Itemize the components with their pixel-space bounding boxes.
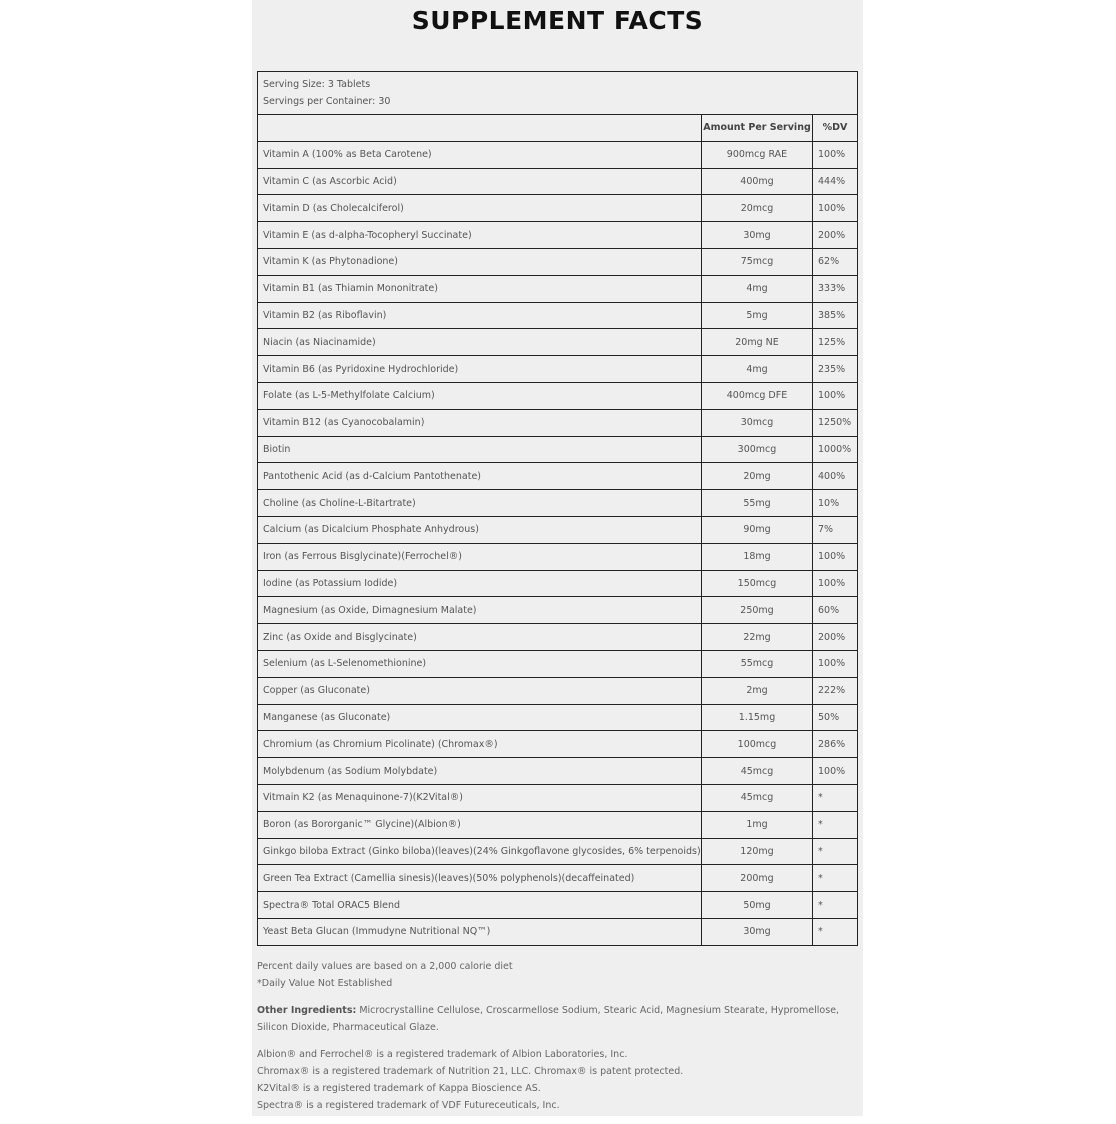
page-title: SUPPLEMENT FACTS xyxy=(411,6,704,35)
table-row xyxy=(258,704,858,731)
table-row xyxy=(258,784,858,811)
other-ingredients-label: Other Ingredients: xyxy=(257,1005,357,1016)
calorie-note: Percent daily values are based on a 2,000 calorie diet xyxy=(257,961,513,972)
ingredient-dv: 100% xyxy=(813,195,858,222)
ingredient-dv: * xyxy=(813,838,858,865)
ingredient-amount: 4mg xyxy=(702,275,813,302)
ingredient-dv: 286% xyxy=(813,731,858,758)
ingredient-amount: 22mg xyxy=(702,624,813,651)
ingredient-name: Calcium (as Dicalcium Phosphate Anhydrous) xyxy=(258,516,702,543)
ingredient-dv: * xyxy=(813,892,858,919)
supplement-facts-panel xyxy=(252,0,863,1116)
table-row xyxy=(258,222,858,249)
ingredient-name: Molybdenum (as Sodium Molybdate) xyxy=(258,758,702,785)
table-row xyxy=(258,409,858,436)
table-row xyxy=(258,141,858,168)
ingredient-amount: 30mg xyxy=(702,918,813,945)
table-row xyxy=(258,463,858,490)
ingredient-amount: 75mcg xyxy=(702,248,813,275)
trademark-notes xyxy=(257,1046,861,1114)
ingredient-amount: 5mg xyxy=(702,302,813,329)
ingredient-name: Yeast Beta Glucan (Immudyne Nutritional NQ™) xyxy=(258,918,702,945)
ingredient-dv: 7% xyxy=(813,516,858,543)
ingredient-amount: 400mg xyxy=(702,168,813,195)
ingredient-amount: 45mcg xyxy=(702,784,813,811)
ingredient-name: Vitamin A (100% as Beta Carotene) xyxy=(258,141,702,168)
ingredient-amount: 4mg xyxy=(702,356,813,383)
ingredient-name: Boron (as Bororganic™ Glycine)(Albion®) xyxy=(258,811,702,838)
ingredient-dv: * xyxy=(813,811,858,838)
ingredient-dv: 100% xyxy=(813,650,858,677)
ingredient-dv: 235% xyxy=(813,356,858,383)
ingredient-dv: * xyxy=(813,918,858,945)
table-row xyxy=(258,329,858,356)
ingredient-dv: 400% xyxy=(813,463,858,490)
ingredient-amount: 1mg xyxy=(702,811,813,838)
servings-per-container: Servings per Container: 30 xyxy=(263,96,391,107)
ingredient-dv: * xyxy=(813,784,858,811)
table-row xyxy=(258,838,858,865)
ingredient-amount: 150mcg xyxy=(702,570,813,597)
ingredient-amount: 250mg xyxy=(702,597,813,624)
ingredient-dv: 333% xyxy=(813,275,858,302)
ingredient-amount: 20mcg xyxy=(702,195,813,222)
table-row xyxy=(258,436,858,463)
ingredient-name: Vitmain K2 (as Menaquinone-7)(K2Vital®) xyxy=(258,784,702,811)
table-row xyxy=(258,731,858,758)
trademark-line: Chromax® is a registered trademark of Nutrition 21, LLC. Chromax® is patent protected. xyxy=(257,1066,684,1077)
table-row xyxy=(258,892,858,919)
table-row xyxy=(258,168,858,195)
ingredient-name: Ginkgo biloba Extract (Ginko biloba)(leaves)(24% Ginkgoflavone glycosides, 6% terpenoids) xyxy=(258,838,702,865)
ingredient-name: Pantothenic Acid (as d-Calcium Pantothenate) xyxy=(258,463,702,490)
ingredient-name: Selenium (as L-Selenomethionine) xyxy=(258,650,702,677)
table-row xyxy=(258,543,858,570)
ingredient-amount: 18mg xyxy=(702,543,813,570)
table-row xyxy=(258,382,858,409)
ingredient-name: Niacin (as Niacinamide) xyxy=(258,329,702,356)
ingredient-name: Iron (as Ferrous Bisglycinate)(Ferrochel®) xyxy=(258,543,702,570)
ingredient-name: Chromium (as Chromium Picolinate) (Chromax®) xyxy=(258,731,702,758)
ingredient-amount: 900mcg RAE xyxy=(702,141,813,168)
dv-note: *Daily Value Not Established xyxy=(257,978,393,989)
ingredient-dv: 1250% xyxy=(813,409,858,436)
supplement-facts-table xyxy=(257,71,858,946)
ingredient-dv: 100% xyxy=(813,570,858,597)
header-dv: %DV xyxy=(813,115,858,142)
ingredient-name: Choline (as Choline-L-Bitartrate) xyxy=(258,490,702,517)
header-amount: Amount Per Serving xyxy=(702,115,813,142)
ingredient-name: Vitamin K (as Phytonadione) xyxy=(258,248,702,275)
serving-info-row xyxy=(258,72,858,115)
ingredient-name: Vitamin B1 (as Thiamin Mononitrate) xyxy=(258,275,702,302)
ingredient-dv: 1000% xyxy=(813,436,858,463)
ingredient-amount: 30mg xyxy=(702,222,813,249)
ingredient-dv: 100% xyxy=(813,543,858,570)
table-header-row xyxy=(258,115,858,142)
ingredient-dv: 60% xyxy=(813,597,858,624)
ingredient-amount: 20mg xyxy=(702,463,813,490)
table-row xyxy=(258,811,858,838)
ingredient-name: Magnesium (as Oxide, Dimagnesium Malate) xyxy=(258,597,702,624)
ingredient-dv: 10% xyxy=(813,490,858,517)
ingredient-name: Folate (as L-5-Methylfolate Calcium) xyxy=(258,382,702,409)
table-row xyxy=(258,356,858,383)
ingredient-dv: 100% xyxy=(813,758,858,785)
other-ingredients-text: Microcrystalline Cellulose, Croscarmellose Sodium, Stearic Acid, Magnesium Stearate, Hypromellose, Silicon Dioxide, Pharmaceutical Glaze. xyxy=(257,1005,840,1033)
ingredient-name: Manganese (as Gluconate) xyxy=(258,704,702,731)
ingredient-name: Green Tea Extract (Camellia sinesis)(leaves)(50% polyphenols)(decaffeinated) xyxy=(258,865,702,892)
ingredient-dv: 100% xyxy=(813,141,858,168)
ingredient-amount: 50mg xyxy=(702,892,813,919)
table-row xyxy=(258,865,858,892)
ingredient-dv: * xyxy=(813,865,858,892)
ingredient-name: Copper (as Gluconate) xyxy=(258,677,702,704)
other-ingredients xyxy=(257,1002,861,1036)
table-row xyxy=(258,195,858,222)
ingredient-dv: 62% xyxy=(813,248,858,275)
table-row xyxy=(258,677,858,704)
ingredient-amount: 400mcg DFE xyxy=(702,382,813,409)
ingredient-name: Biotin xyxy=(258,436,702,463)
header-ingredient xyxy=(258,115,702,142)
table-row xyxy=(258,490,858,517)
ingredient-amount: 2mg xyxy=(702,677,813,704)
ingredient-amount: 45mcg xyxy=(702,758,813,785)
ingredient-amount: 30mcg xyxy=(702,409,813,436)
ingredient-amount: 200mg xyxy=(702,865,813,892)
table-row xyxy=(258,624,858,651)
trademark-line: K2Vital® is a registered trademark of Kappa Bioscience AS. xyxy=(257,1083,541,1094)
serving-size: Serving Size: 3 Tablets xyxy=(263,79,371,90)
ingredient-amount: 100mcg xyxy=(702,731,813,758)
ingredient-dv: 222% xyxy=(813,677,858,704)
ingredient-dv: 200% xyxy=(813,222,858,249)
ingredient-amount: 90mg xyxy=(702,516,813,543)
footnotes-section xyxy=(257,958,861,1124)
table-row xyxy=(258,275,858,302)
ingredient-dv: 444% xyxy=(813,168,858,195)
ingredient-name: Vitamin C (as Ascorbic Acid) xyxy=(258,168,702,195)
serving-info xyxy=(258,72,858,115)
table-row xyxy=(258,302,858,329)
table-row xyxy=(258,570,858,597)
ingredient-amount: 55mcg xyxy=(702,650,813,677)
table-row xyxy=(258,516,858,543)
ingredient-name: Vitamin B12 (as Cyanocobalamin) xyxy=(258,409,702,436)
ingredient-amount: 55mg xyxy=(702,490,813,517)
ingredient-name: Vitamin B6 (as Pyridoxine Hydrochloride) xyxy=(258,356,702,383)
ingredient-name: Spectra® Total ORAC5 Blend xyxy=(258,892,702,919)
ingredient-dv: 100% xyxy=(813,382,858,409)
table-row xyxy=(258,248,858,275)
ingredient-dv: 50% xyxy=(813,704,858,731)
table-row xyxy=(258,650,858,677)
ingredient-name: Iodine (as Potassium Iodide) xyxy=(258,570,702,597)
table-row xyxy=(258,918,858,945)
ingredient-dv: 125% xyxy=(813,329,858,356)
ingredient-amount: 120mg xyxy=(702,838,813,865)
ingredient-amount: 300mcg xyxy=(702,436,813,463)
ingredient-name: Vitamin B2 (as Riboflavin) xyxy=(258,302,702,329)
trademark-line: Spectra® is a registered trademark of VDF Futureceuticals, Inc. xyxy=(257,1100,560,1111)
trademark-line: Albion® and Ferrochel® is a registered trademark of Albion Laboratories, Inc. xyxy=(257,1049,628,1060)
ingredient-name: Vitamin E (as d-alpha-Tocopheryl Succinate) xyxy=(258,222,702,249)
table-row xyxy=(258,758,858,785)
ingredient-amount: 20mg NE xyxy=(702,329,813,356)
ingredient-name: Vitamin D (as Cholecalciferol) xyxy=(258,195,702,222)
ingredient-amount: 1.15mg xyxy=(702,704,813,731)
ingredient-dv: 385% xyxy=(813,302,858,329)
ingredient-name: Zinc (as Oxide and Bisglycinate) xyxy=(258,624,702,651)
ingredient-dv: 200% xyxy=(813,624,858,651)
table-row xyxy=(258,597,858,624)
